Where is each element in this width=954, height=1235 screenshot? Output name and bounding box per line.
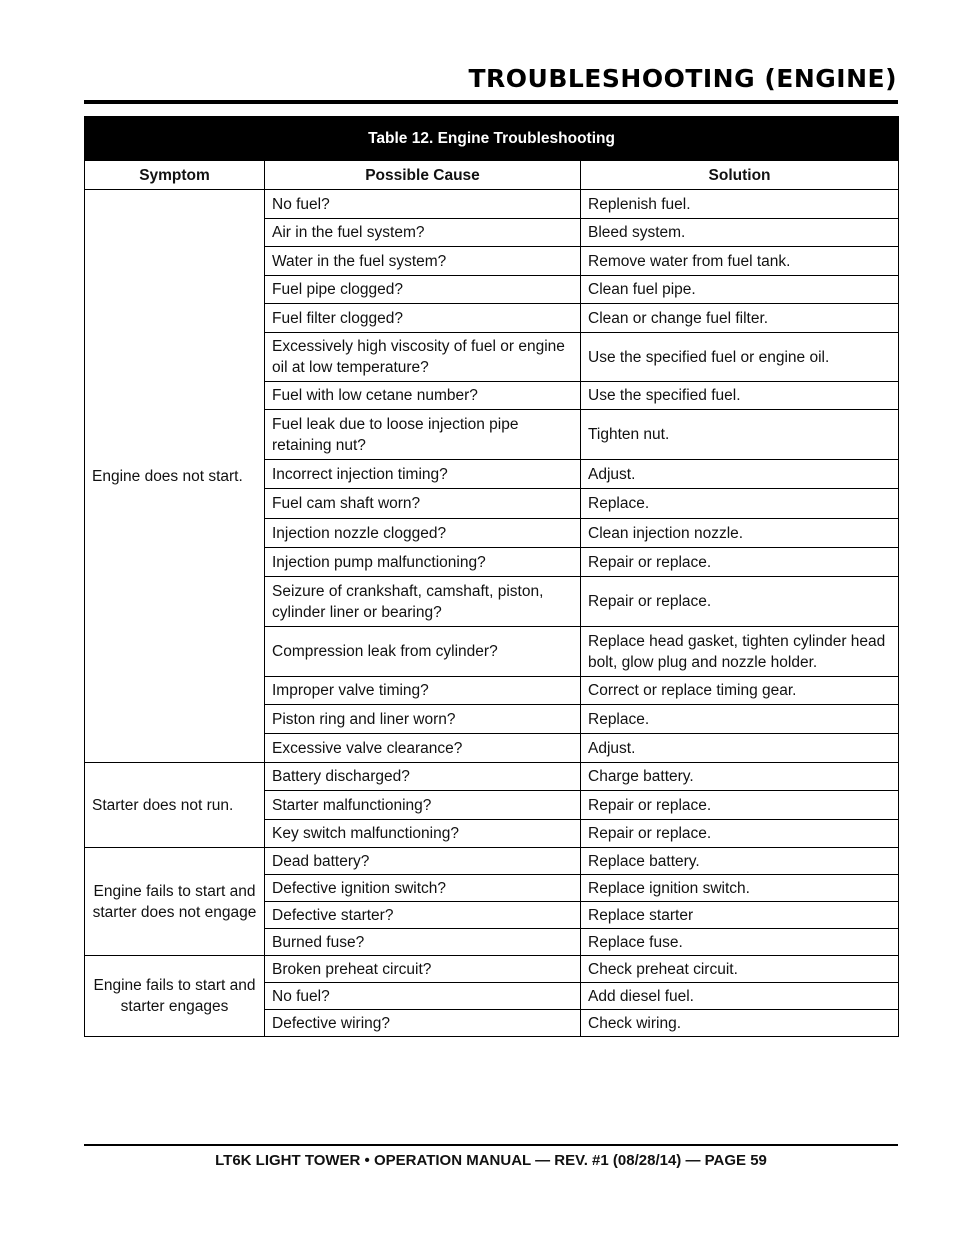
solution-cell: Use the specified fuel. [581,382,899,410]
solution-cell: Correct or replace timing gear. [581,677,899,705]
solution-cell: Replace ignition switch. [581,875,899,902]
title-rule [84,100,898,104]
symptom-cell: Engine fails to start and starter does not engage [85,848,265,956]
table-row [85,956,899,983]
solution-cell: Check preheat circuit. [581,956,899,983]
column-header-symptom: Symptom [85,161,265,190]
solution-cell: Charge battery. [581,763,899,791]
solution-cell: Repair or replace. [581,577,899,627]
cause-cell: Key switch malfunctioning? [265,820,581,848]
solution-cell: Remove water from fuel tank. [581,247,899,276]
cause-cell: Burned fuse? [265,929,581,956]
solution-cell: Replace battery. [581,848,899,875]
solution-cell: Repair or replace. [581,791,899,820]
solution-cell: Add diesel fuel. [581,983,899,1010]
cause-cell: Injection nozzle clogged? [265,519,581,548]
symptom-cell: Engine does not start. [85,190,265,763]
table-row [85,763,899,791]
page-footer: LT6K LIGHT TOWER • OPERATION MANUAL — REV. #1 (08/28/14) — PAGE 59 [215,1152,767,1169]
solution-cell: Replace starter [581,902,899,929]
solution-cell: Replace head gasket, tighten cylinder head bolt, glow plug and nozzle holder. [581,627,899,677]
solution-cell: Adjust. [581,734,899,763]
cause-cell: Seizure of crankshaft, camshaft, piston, cylinder liner or bearing? [265,577,581,627]
table-caption: Table 12. Engine Troubleshooting [85,117,899,161]
solution-cell: Use the specified fuel or engine oil. [581,333,899,382]
cause-cell: Air in the fuel system? [265,219,581,247]
solution-cell: Replace. [581,705,899,734]
table-row [85,190,899,219]
solution-cell: Tighten nut. [581,410,899,460]
troubleshooting-table [84,116,899,1037]
cause-cell: Broken preheat circuit? [265,956,581,983]
cause-cell: Excessively high viscosity of fuel or engine oil at low temperature? [265,333,581,382]
solution-cell: Check wiring. [581,1010,899,1037]
column-header-cause: Possible Cause [265,161,581,190]
solution-cell: Adjust. [581,460,899,489]
column-header-solution: Solution [581,161,899,190]
cause-cell: Fuel with low cetane number? [265,382,581,410]
cause-cell: Fuel leak due to loose injection pipe retaining nut? [265,410,581,460]
solution-cell: Replace. [581,489,899,519]
cause-cell: Incorrect injection timing? [265,460,581,489]
solution-cell: Bleed system. [581,219,899,247]
solution-cell: Clean fuel pipe. [581,276,899,304]
cause-cell: Injection pump malfunctioning? [265,548,581,577]
cause-cell: Starter malfunctioning? [265,791,581,820]
table-row [85,848,899,875]
cause-cell: Battery discharged? [265,763,581,791]
cause-cell: Dead battery? [265,848,581,875]
cause-cell: No fuel? [265,983,581,1010]
symptom-cell: Engine fails to start and starter engages [85,956,265,1037]
cause-cell: Compression leak from cylinder? [265,627,581,677]
table-body [85,190,899,1037]
cause-cell: Defective starter? [265,902,581,929]
cause-cell: Water in the fuel system? [265,247,581,276]
cause-cell: Excessive valve clearance? [265,734,581,763]
page-title: TROUBLESHOOTING (ENGINE) [468,64,897,93]
solution-cell: Repair or replace. [581,820,899,848]
cause-cell: Piston ring and liner worn? [265,705,581,734]
solution-cell: Replace fuse. [581,929,899,956]
cause-cell: Defective wiring? [265,1010,581,1037]
cause-cell: Improper valve timing? [265,677,581,705]
symptom-cell: Starter does not run. [85,763,265,848]
solution-cell: Replenish fuel. [581,190,899,219]
cause-cell: Defective ignition switch? [265,875,581,902]
solution-cell: Repair or replace. [581,548,899,577]
solution-cell: Clean injection nozzle. [581,519,899,548]
cause-cell: Fuel pipe clogged? [265,276,581,304]
cause-cell: Fuel cam shaft worn? [265,489,581,519]
solution-cell: Clean or change fuel filter. [581,304,899,333]
cause-cell: No fuel? [265,190,581,219]
footer-rule [84,1144,898,1146]
cause-cell: Fuel filter clogged? [265,304,581,333]
